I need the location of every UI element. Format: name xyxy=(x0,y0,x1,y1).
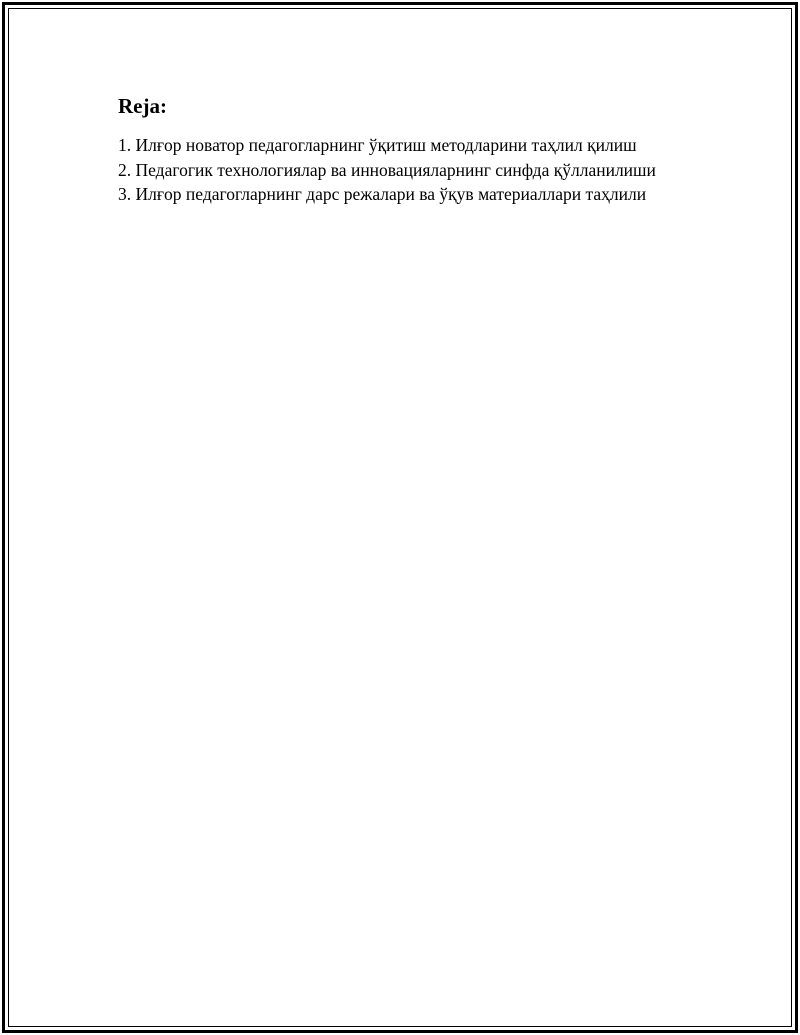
plan-item-2: 2. Педагогик технологиялар ва инновацияларнинг синфда қўлланилиши xyxy=(118,159,656,180)
plan-item-1: 1. Илғор новатор педагогларнинг ўқитиш методларини таҳлил қилиш xyxy=(118,135,637,155)
plan-list xyxy=(118,133,738,207)
plan-heading: Reja: xyxy=(118,94,167,118)
document-content xyxy=(118,92,738,207)
plan-item-3: 3. Илғор педагогларнинг дарс режалари ва ўқув материаллари таҳлили xyxy=(118,184,647,204)
